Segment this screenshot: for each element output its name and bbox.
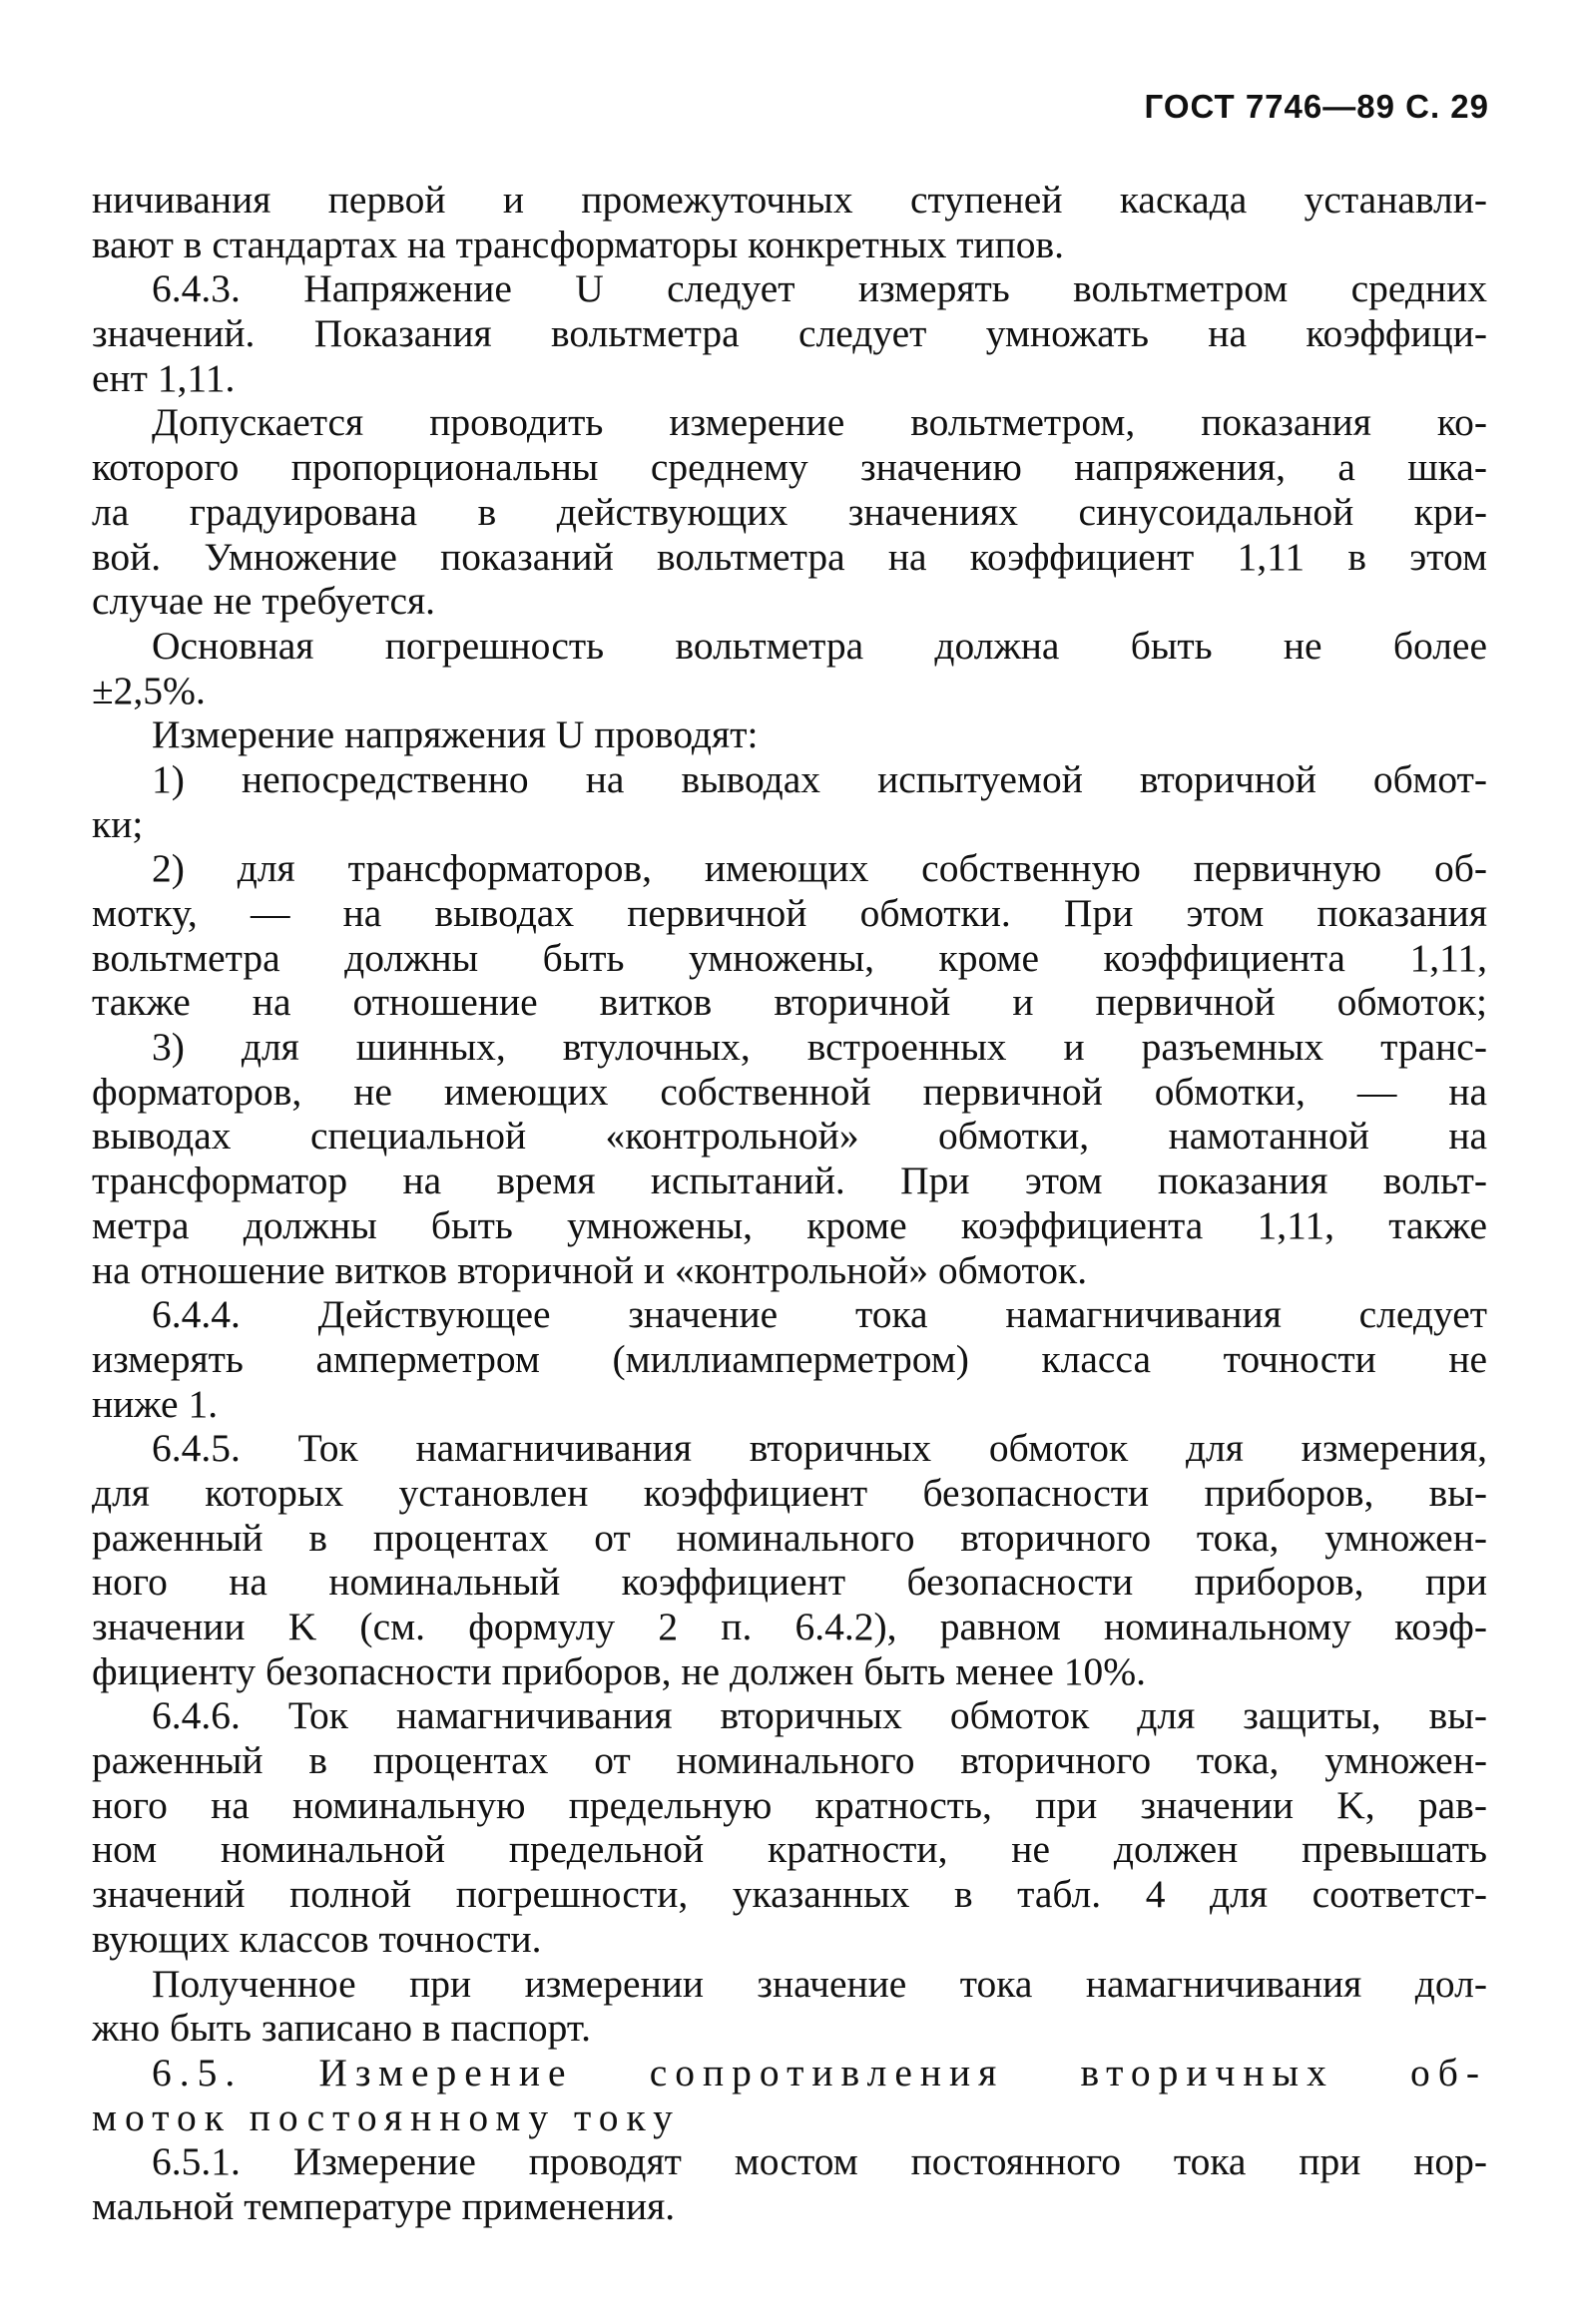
text-line: 6.5.1. Измерение проводят мостом постоянного тока при нор- [152,2139,1487,2184]
page-header: ГОСТ 7746—89 С. 29 [1144,88,1489,125]
text-line: метра должны быть умножены, кроме коэффициента 1,11, также [92,1202,1487,1247]
text-line: 6.4.3. Напряжение U следует измерять вольтметром средних [152,266,1487,311]
text-line: 1) непосредственно на выводах испытуемой вторичной обмот- [152,756,1487,801]
text-line: фициенту безопасности приборов, не должен быть менее 10%. [92,1648,1146,1693]
text-line: Измерение напряжения U проводят: [152,712,759,757]
text-line: значений. Показания вольтметра следует умножать на коэффици- [92,311,1487,356]
text-line: значении K (см. формулу 2 п. 6.4.2), равном номинальному коэф- [92,1605,1487,1648]
text-line: которого пропорциональны среднему значению напряжения, а шка- [92,445,1487,490]
text-line: 6.4.4. Действующее значение тока намагничивания следует [152,1292,1487,1337]
text-line: вают в стандартах на трансформаторы конкретных типов. [92,222,1065,266]
text-line: ±2,5%. [92,668,206,712]
text-line: Допускается проводить измерение вольтметром, показания ко- [152,400,1487,445]
text-line: вой. Умножение показаний вольтметра на коэффициент 1,11 в этом [92,534,1487,579]
text-line: 6.4.5. Ток намагничивания вторичных обмоток для измерения, [152,1426,1487,1471]
text-line: ного на номинальный коэффициент безопасности приборов, при [92,1560,1487,1605]
text-line: для которых установлен коэффициент безопасности приборов, вы- [92,1470,1487,1515]
text-line: 6.5. Измерение сопротивления вторичных об- [152,2050,1487,2094]
text-line: на отношение витков вторичной и «контрольной» обмоток. [92,1247,1088,1292]
text-line: ном номинальной предельной кратности, не должен превышать [92,1827,1487,1872]
text-line: вольтметра должны быть умножены, кроме коэффициента 1,11, [92,935,1487,980]
text-line: Полученное при измерении значение тока намагничивания дол- [152,1961,1487,2006]
text-line: также на отношение витков вторичной и первичной обмоток; [92,980,1487,1025]
text-line: вующих классов точности. [92,1916,542,1961]
text-line: моток постоянному току [92,2094,681,2139]
text-line: ки; [92,801,144,846]
text-line: ент 1,11. [92,355,236,400]
text-line: раженный в процентах от номинального вторичного тока, умножен- [92,1738,1487,1783]
text-line: трансформатор на время испытаний. При этом показания вольт- [92,1159,1487,1203]
text-line: мотку, — на выводах первичной обмотки. При этом показания [92,891,1487,935]
text-line: значений полной погрешности, указанных в табл. 4 для соответст- [92,1872,1487,1917]
text-line: ного на номинальную предельную кратность, при значении K, рав- [92,1782,1487,1827]
text-line: ла градуирована в действующих значениях синусоидальной кри- [92,489,1487,534]
text-line: ниже 1. [92,1381,219,1426]
text-line: ничивания первой и промежуточных ступеней каскада устанавли- [92,178,1487,222]
text-line: измерять амперметром (миллиамперметром) класса точности не [92,1336,1487,1381]
text-line: мальной температуре применения. [92,2183,676,2228]
text-line: 3) для шинных, втулочных, встроенных и разъемных транс- [152,1025,1487,1070]
text-line: 6.4.6. Ток намагничивания вторичных обмоток для защиты, вы- [152,1693,1487,1738]
text-line: раженный в процентах от номинального вторичного тока, умножен- [92,1515,1487,1560]
text-line: 2) для трансформаторов, имеющих собственную первичную об- [152,846,1487,891]
text-line: выводах специальной «контрольной» обмотки, намотанной на [92,1114,1487,1159]
text-line: форматоров, не имеющих собственной первичной обмотки, — на [92,1069,1487,1114]
text-line: случае не требуется. [92,579,436,624]
document-body [92,178,1487,2229]
text-line: Основная погрешность вольтметра должна быть не более [152,623,1487,668]
text-line: жно быть записано в паспорт. [92,2006,592,2051]
